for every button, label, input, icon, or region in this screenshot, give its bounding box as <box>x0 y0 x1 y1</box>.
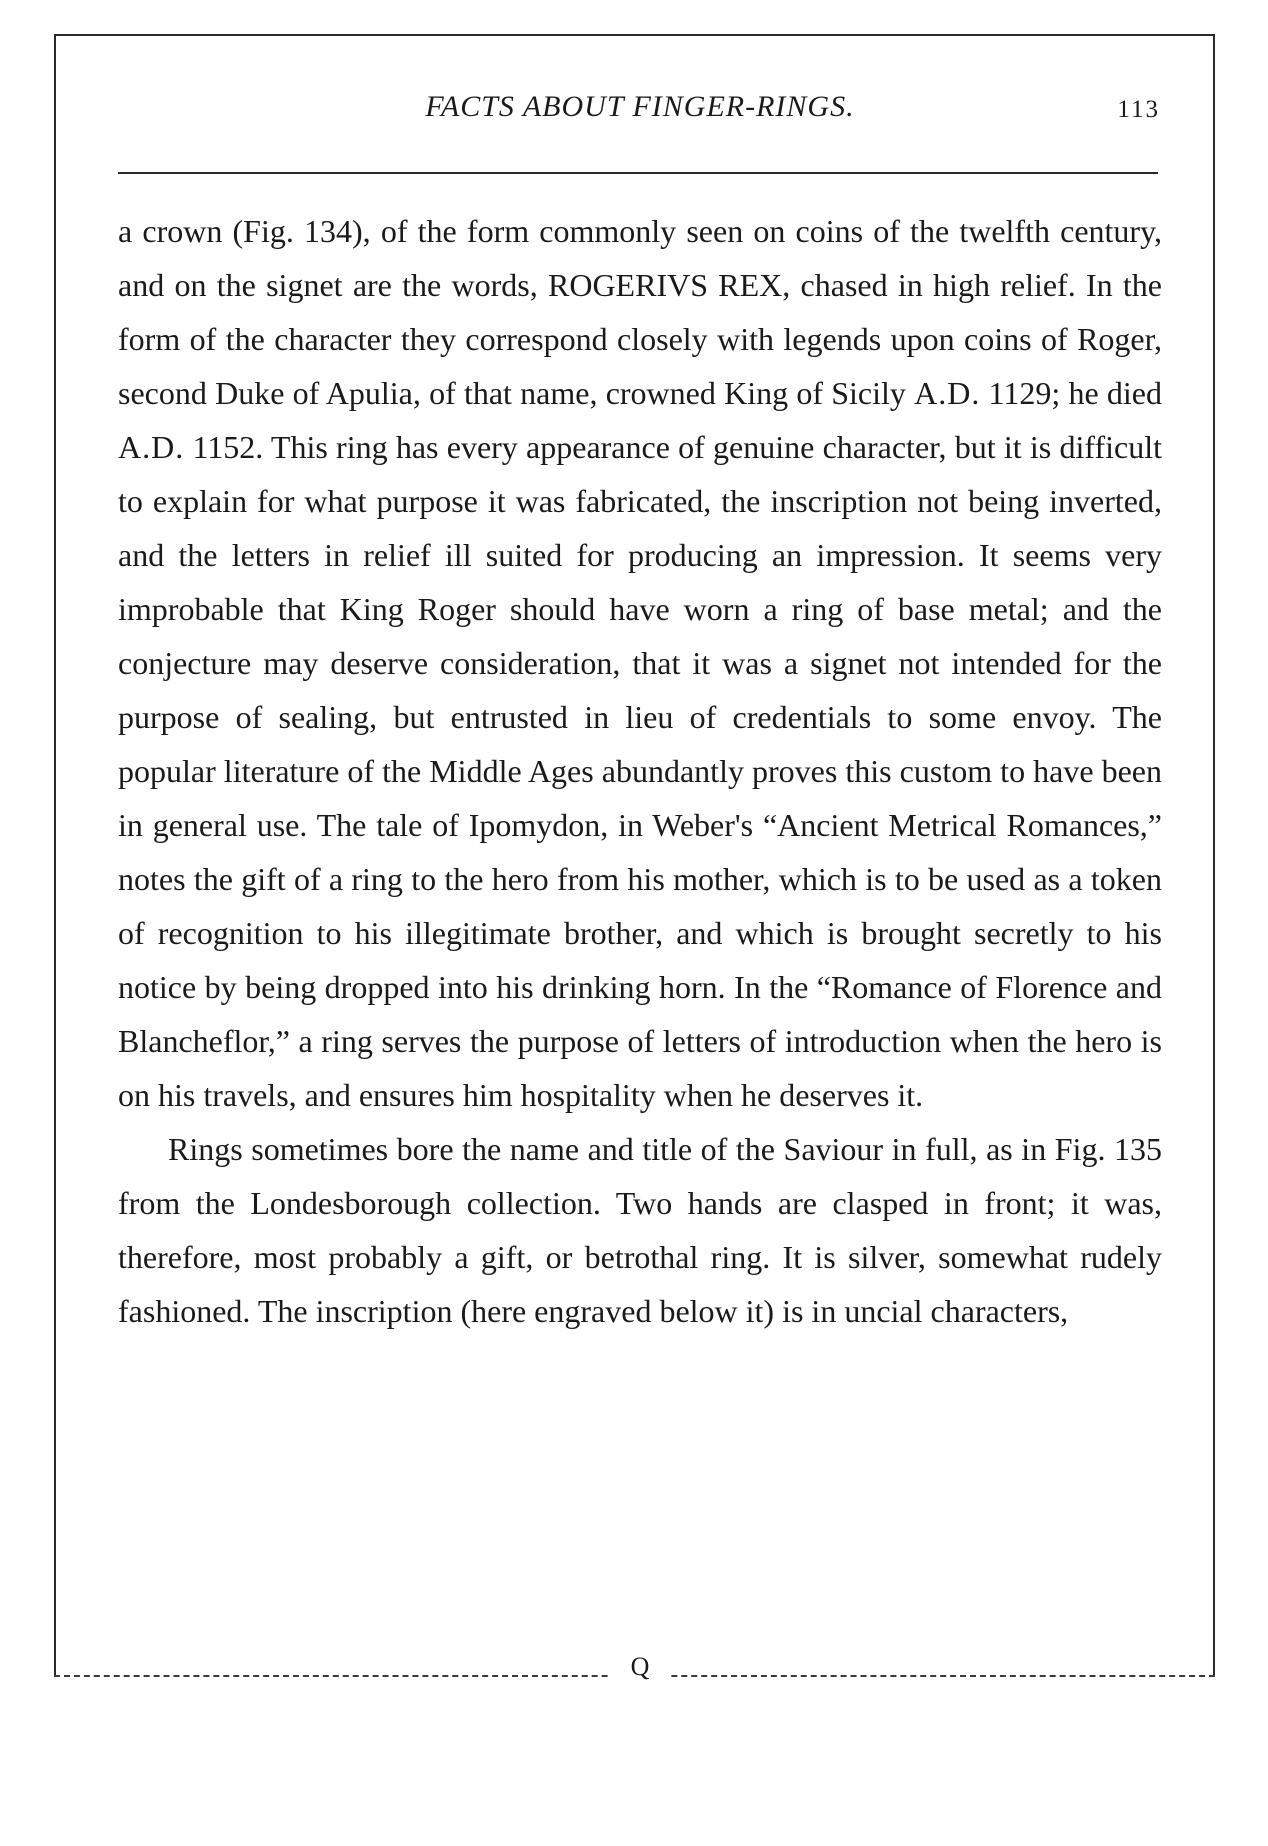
era-abbreviation: A.D. <box>118 429 185 465</box>
paragraph-2: Rings sometimes bore the name and title of the Saviour in full, as in Fig. 135 from the Londesborough collection. Two hands are clasped in front; it was, therefore, most probably a gift, or betrothal ring. It is silver, somewhat rudely fashioned. The inscription (here engraved below it) is in uncial characters, <box>118 1131 1162 1329</box>
paragraph-1 <box>118 204 1162 1122</box>
body-text <box>118 204 1162 1338</box>
era-abbreviation: A.D. <box>914 375 981 411</box>
signature-mark: Q <box>610 1652 670 1682</box>
running-head <box>120 90 1160 130</box>
page-number: 113 <box>1117 96 1160 123</box>
header-rule <box>118 172 1158 174</box>
paragraph-1-text-c: 1152. This ring has every appearance of genuine character, but it is difficult to explain for what purpose it was fabricated, the inscription not being inverted, and the letters in relief ill suited for producing an impression. It seems very improbable that King Roger should have worn a ring of base metal; and the conjecture may deserve consideration, that it was a signet not intended for the purpose of sealing, but entrusted in lieu of credentials to some envoy. The popular literature of the Middle Ages abundantly proves this custom to have been in general use. The tale of Ipomydon, in Weber's “Ancient Metrical Romances,” notes the gift of a ring to the hero from his mother, which is to be used as a token of recognition to his illegitimate brother, and which is brought secretly to his notice by being dropped into his drinking horn. In the “Romance of Florence and Blancheflor,” a ring serves the purpose of letters of introduction when the hero is on his travels, and ensures him hospitality when he deserves it. <box>118 429 1162 1113</box>
paragraph-1-text-a: a crown (Fig. 134), of the form commonly seen on coins of the twelfth century, and on the signet are the words, ROGERIVS REX, chased in high relief. In the form of the character they correspond closely with legends upon coins of Roger, second Duke of Apulia, of that name, crowned King of Sicily <box>118 213 1162 411</box>
running-title: FACTS ABOUT FINGER-RINGS. <box>425 90 855 123</box>
paragraph-1-text-b: 1129; he died <box>980 375 1163 411</box>
